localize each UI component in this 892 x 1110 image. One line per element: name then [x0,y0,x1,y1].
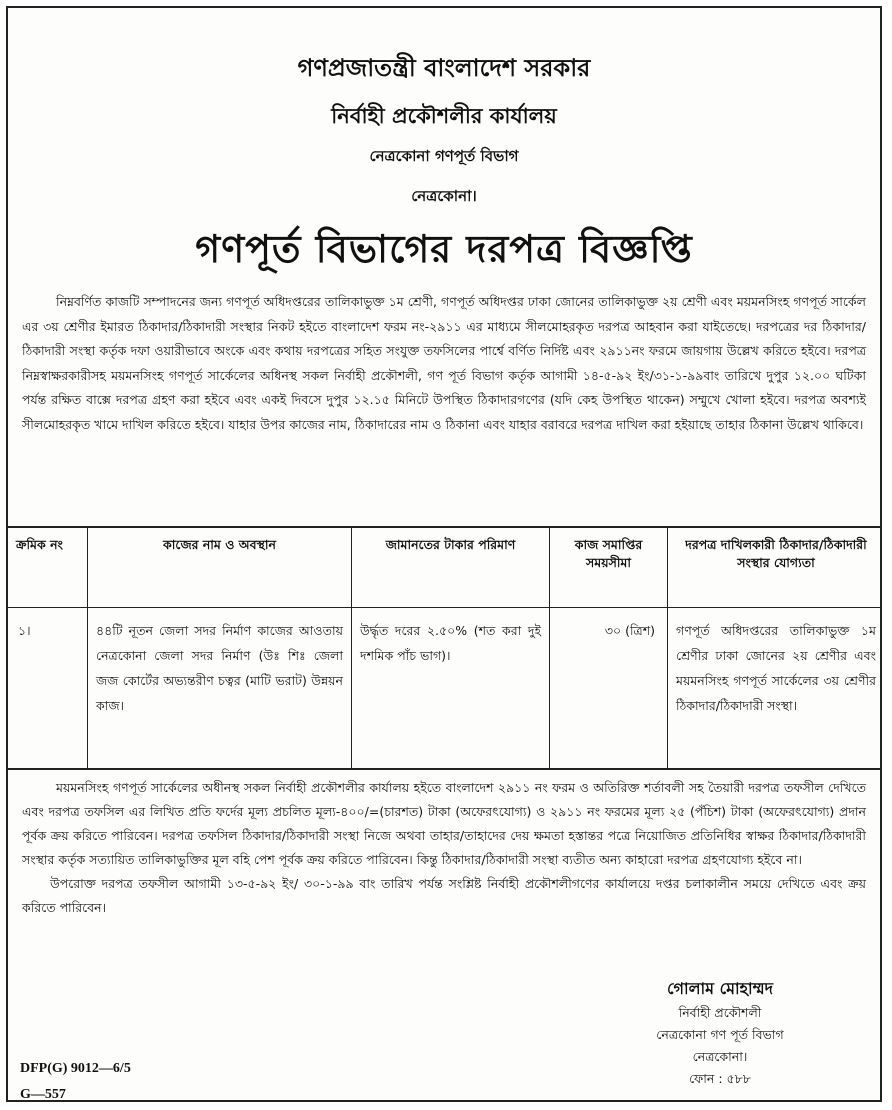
col-serial [8,528,88,768]
header-serial: ক্রমিক নং [16,537,63,552]
footer-text [22,776,866,920]
intro-paragraph: নিম্নবর্ণিত কাজটি সম্পাদনের জন্য গণপূর্ত অধিদপ্তরের তালিকাভুক্ত ১ম শ্রেণী, গণপূর্ত অধিদপ্তর ঢাকা জোনের তালিকাভুক্ত ২য় শ্রেণী এবং ময়মনসিংহ গণপূর্ত সার্কেল এর ৩য় শ্রেণীর ইমারত ঠিকাদার/ঠিকাদারী সংস্থার নিকট হইতে বাংলাদেশ ফরম নং-২৯১১ এর মাধ্যমে সীলমোহরকৃত দরপত্র আহবান করা যাইতেছে। দরপত্রের দর ঠিকাদার/ঠিকাদারী সংস্থা কর্তৃক দফা ওয়ারীভাবে অংকে এবং কথায় দরপত্রের সহিত সংযুক্ত তফসিলের পার্শ্বে বর্ণিত নির্দিষ্ট এবং ২৯১১নং ফরমে জায়গায় উল্লেখ করিতে হইবে। দরপত্র নিম্নস্বাক্ষরকারীসহ ময়মনসিংহ গণপূর্ত সার্কেলের অধিনস্থ সকল নির্বাহী প্রকৌশলী, গণ পূর্ত বিভাগ কর্তৃক আগামী ১৪-৫-৯২ ইং/৩১-১-৯৯বাং তারিখে দুপুর ১২.০০ ঘটিকা পর্যন্ত রক্ষিত বাক্সে দরপত্র গ্রহণ করা হইবে এবং একই দিবসে দুপুর ১২.১৫ মিনিটে উপস্থিত ঠিকাদারগণের (যদি কেহ উপস্থিত থাকেন) সম্মুখে খোলা হইবে। দরপত্র অবশ্যই সীলমোহরকৃত খামে দাখিল করিতে হইবে। যাহার উপর কাজের নাম, ঠিকাদারের নাম ও ঠিকানা এবং যাহার বরাবরে দরপত্র দাখিল করা হইয়াছে তাহার ঠিকানা উল্লেখ থাকিবে। [22,294,866,432]
division-title: নেত্রকোনা গণপূর্ত বিভাগ [369,147,519,165]
col-eligibility [668,528,882,768]
footer-paragraph-1: ময়মনসিংহ গণপূর্ত সার্কেলের অধীনস্থ সকল নির্বাহী প্রকৌশলীর কার্যালয় হইতে বাংলাদেশ ২৯১১ নং ফরম ও অতিরিক্ত শর্তাবলী সহ তৈয়ারী দরপত্র তফসীল দেখিতে এবং দরপত্র তফসিল এর লিখিত প্রতি ফর্দের মূল্য প্রচলিত মূল্য-৪০০/=(চারশত) টাকা (অফেরৎযোগ্য) ও ২৯১১ নং ফরমের মূল্য ২৫ (পঁচিশ) টাকা (অফেরৎযোগ্য) প্রদান পূর্বক ক্রয় করিতে পারিবেন। দরপত্র তফসিল ঠিকাদার/ঠিকাদারী সংস্থা নিজে অথবা তাহার/তাহাদের দেয় ক্ষমতা হস্তান্তর পত্রে নিয়োজিত প্রতিনিধির স্বাক্ষর ঠিকাদার/ঠিকাদারী সংস্থার কর্তৃক সত্যায়িত তালিকাভুক্তির মূল বহি পেশ পূর্বক ক্রয় করিতে পারিবেন। কিন্তু ঠিকাদার/ঠিকাদারী সংস্থা ব্যতীত অন্য কাহারো দরপত্র গ্রহণযোগ্য হইবে না। [22,780,866,867]
cell-duration: ৩০ (ত্রিশ) [604,623,655,638]
header-work: কাজের নাম ও অবস্থান [163,537,276,552]
notice-title: গণপূর্ত বিভাগের দরপত্র বিজ্ঞপ্তি [195,227,693,271]
signatory-office: নেত্রকোনা গণ পূর্ত বিভাগ [656,1027,784,1042]
header-divider [8,607,880,608]
header-duration: কাজ সমাপ্তির সময়সীমা [574,537,643,570]
col-security [352,528,550,768]
government-title: গণপ্রজাতন্ত্রী বাংলাদেশ সরকার [297,54,591,82]
office-title: নির্বাহী প্রকৌশলীর কার্যালয় [331,104,557,128]
cell-work: ৪৪টি নূতন জেলা সদর নির্মাণ কাজের আওতায় নেত্রকোনা জেলা সদর নির্মাণ (উঃ শিঃ জেলা জজ কোর্টের অভ্যন্তরীণ চত্বর (মাটি ভরাট) উন্নয়ন কাজ। [96,623,343,713]
header-security: জামানতের টাকার পরিমাণ [385,537,516,552]
g-code: G—557 [20,1087,66,1102]
tender-table [8,526,880,770]
cell-serial: ১। [18,623,31,638]
signatory-place: নেত্রকোনা। [692,1049,748,1064]
footer-paragraph-2: উপরোক্ত দরপত্র তফসীল আগামী ১৩-৫-৯২ ইং/ ৩০-১-৯৯ বাং তারিখ পর্যন্ত সংশ্লিষ্ট নির্বাহী প্রকৌশলীগণের কার্যালয়ে দপ্তর চলাকালীন সময়ে দেখিতে এবং ক্রয় করিতে পারিবেন। [22,876,866,915]
cell-security: উর্দ্ধৃত দরের ২.৫০% (শত করা দুই দশমিক পাঁচ ভাগ)। [360,623,541,663]
tender-notice [6,6,882,1102]
signatory-designation: নির্বাহী প্রকৌশলী [678,1005,762,1020]
col-duration [550,528,668,768]
location-title: নেত্রকোনা। [411,187,477,205]
signature-block [560,976,880,1090]
publication-codes [20,1056,131,1102]
signatory-phone: ফোন : ৫৮৮ [689,1071,751,1086]
signatory-name: গোলাম মোহাম্মদ [667,979,773,998]
cell-eligibility: গণপূর্ত অধিদপ্তরের তালিকাভুক্ত ১ম শ্রেণীর ঢাকা জোনের ২য় শ্রেণীর এবং ময়মনসিংহ গণপূর্ত সার্কেলের ৩য় শ্রেণীর ঠিকাদার/ঠিকাদারী সংস্থা। [676,623,876,713]
dfp-code: DFP(G) 9012—6/5 [20,1061,131,1076]
col-work [88,528,352,768]
header-eligibility: দরপত্র দাখিলকারী ঠিকাদার/ঠিকাদারী সংস্থার যোগ্যতা [685,537,867,570]
